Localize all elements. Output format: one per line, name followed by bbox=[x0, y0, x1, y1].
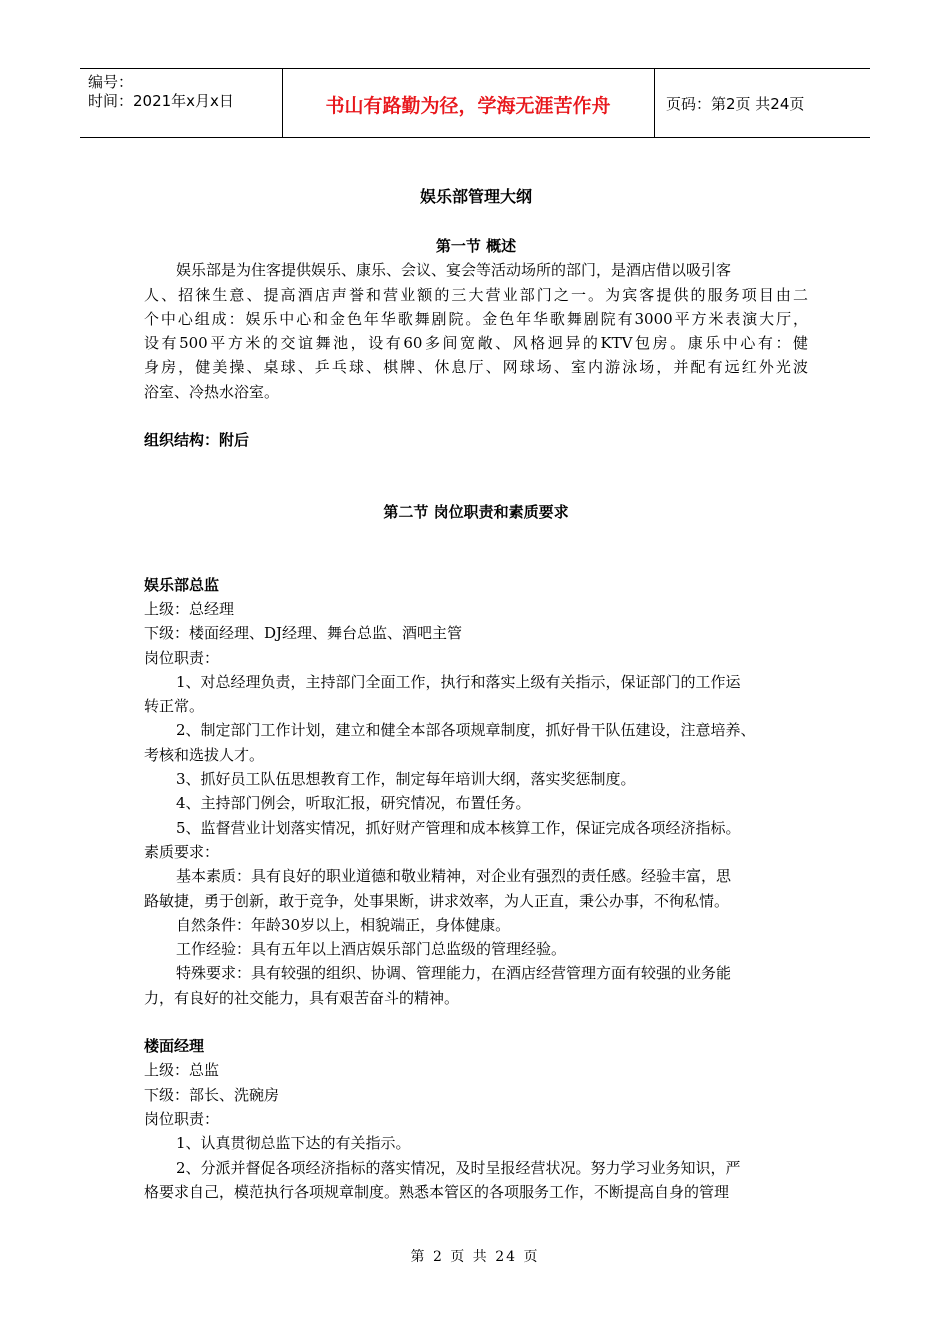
quality-line: 自然条件：年龄30岁以上，相貌端正，身体健康。 bbox=[176, 915, 511, 934]
paragraph-line: 个中心组成：娱乐中心和金色年华歌舞剧院。金色年华歌舞剧院有3000平方米表演大厅， bbox=[144, 309, 808, 328]
section-title: 第二节 岗位职责和素质要求 bbox=[383, 503, 569, 522]
duty-line: 格要求自己，模范执行各项规章制度。熟悉本管区的各项服务工作，不断提高自身的管理 bbox=[144, 1182, 730, 1201]
role-subordinate: 下级：部长、洗碗房 bbox=[144, 1085, 280, 1104]
overview-paragraph bbox=[144, 258, 808, 404]
duty-line: 1、认真贯彻总监下达的有关指示。 bbox=[176, 1134, 411, 1153]
quality-line: 特殊要求：具有较强的组织、协调、管理能力，在酒店经营管理方面有较强的业务能 bbox=[176, 964, 732, 983]
duty-line: 2、分派并督促各项经济指标的落实情况，及时呈报经营状况。努力学习业务知识，严 bbox=[176, 1158, 741, 1177]
role-superior: 上级：总监 bbox=[144, 1061, 220, 1080]
duty-line: 转正常。 bbox=[144, 697, 205, 716]
header-page-code: 页码：第2页 共24页 bbox=[666, 95, 805, 113]
paragraph-line: 娱乐部是为住客提供娱乐、康乐、会议、宴会等活动场所的部门，是酒店借以吸引客 bbox=[176, 261, 732, 280]
duty-line: 2、制定部门工作计划，建立和健全本部各项规章制度，抓好骨干队伍建设，注意培养、 bbox=[176, 721, 756, 740]
duty-line: 考核和选拔人才。 bbox=[144, 745, 265, 764]
duty-line: 5、监督营业计划落实情况，抓好财产管理和成本核算工作，保证完成各项经济指标。 bbox=[176, 818, 741, 837]
paragraph-line: 人、招徕生意、提高酒店声誉和营业额的三大营业部门之一。为宾客提供的服务项目由二 bbox=[144, 285, 808, 304]
header-motto: 书山有路勤为径，学海无涯苦作舟 bbox=[325, 95, 611, 117]
duty-line: 1、对总经理负责，主持部门全面工作，执行和落实上级有关指示，保证部门的工作运 bbox=[176, 672, 741, 691]
org-structure-heading: 组织结构：附后 bbox=[144, 431, 250, 450]
duty-line: 3、抓好员工队伍思想教育工作，制定每年培训大纲，落实奖惩制度。 bbox=[176, 770, 636, 789]
paragraph-line: 身房，健美操、桌球、乒乓球、棋牌、休息厅、网球场、室内游泳场，并配有远红外光波 bbox=[144, 358, 808, 377]
quality-line: 基本素质：具有良好的职业道德和敬业精神，对企业有强烈的责任感。经验丰富，思 bbox=[176, 867, 732, 886]
duty-line: 4、主持部门例会，听取汇报，研究情况，布置任务。 bbox=[176, 794, 531, 813]
duties-label: 岗位职责： bbox=[144, 1109, 220, 1128]
paragraph-line: 设有500平方米的交谊舞池，设有60多间宽敞、风格迥异的KTV包房。康乐中心有：健 bbox=[144, 334, 808, 353]
role-heading: 娱乐部总监 bbox=[144, 575, 220, 594]
role-heading: 楼面经理 bbox=[144, 1037, 205, 1056]
duties-label: 岗位职责： bbox=[144, 648, 220, 667]
role-director bbox=[144, 573, 808, 1010]
document-title: 娱乐部管理大纲 bbox=[419, 187, 532, 206]
role-superior: 上级：总经理 bbox=[144, 599, 235, 618]
quality-line: 力，有良好的社交能力，具有艰苦奋斗的精神。 bbox=[144, 988, 460, 1007]
quality-line: 路敏捷，勇于创新，敢于竞争，处事果断，讲求效率，为人正直，秉公办事，不徇私情。 bbox=[144, 891, 730, 910]
header-time: 时间：2021年x月x日 bbox=[88, 92, 234, 110]
header-meta bbox=[88, 73, 234, 111]
header-number: 编号： bbox=[88, 73, 134, 91]
page-footer: 第 2 页 共 24 页 bbox=[410, 1249, 540, 1265]
paragraph-line: 浴室、冷热水浴室。 bbox=[144, 382, 280, 401]
quality-line: 工作经验：具有五年以上酒店娱乐部门总监级的管理经验。 bbox=[176, 940, 567, 959]
page-header bbox=[80, 68, 870, 138]
section-title: 第一节 概述 bbox=[435, 237, 517, 255]
document-body bbox=[144, 180, 808, 1204]
role-subordinate: 下级：楼面经理、DJ经理、舞台总监、酒吧主管 bbox=[144, 624, 463, 643]
quality-label: 素质要求： bbox=[144, 842, 220, 861]
role-floor-manager bbox=[144, 1034, 808, 1204]
header-divider bbox=[654, 69, 655, 137]
